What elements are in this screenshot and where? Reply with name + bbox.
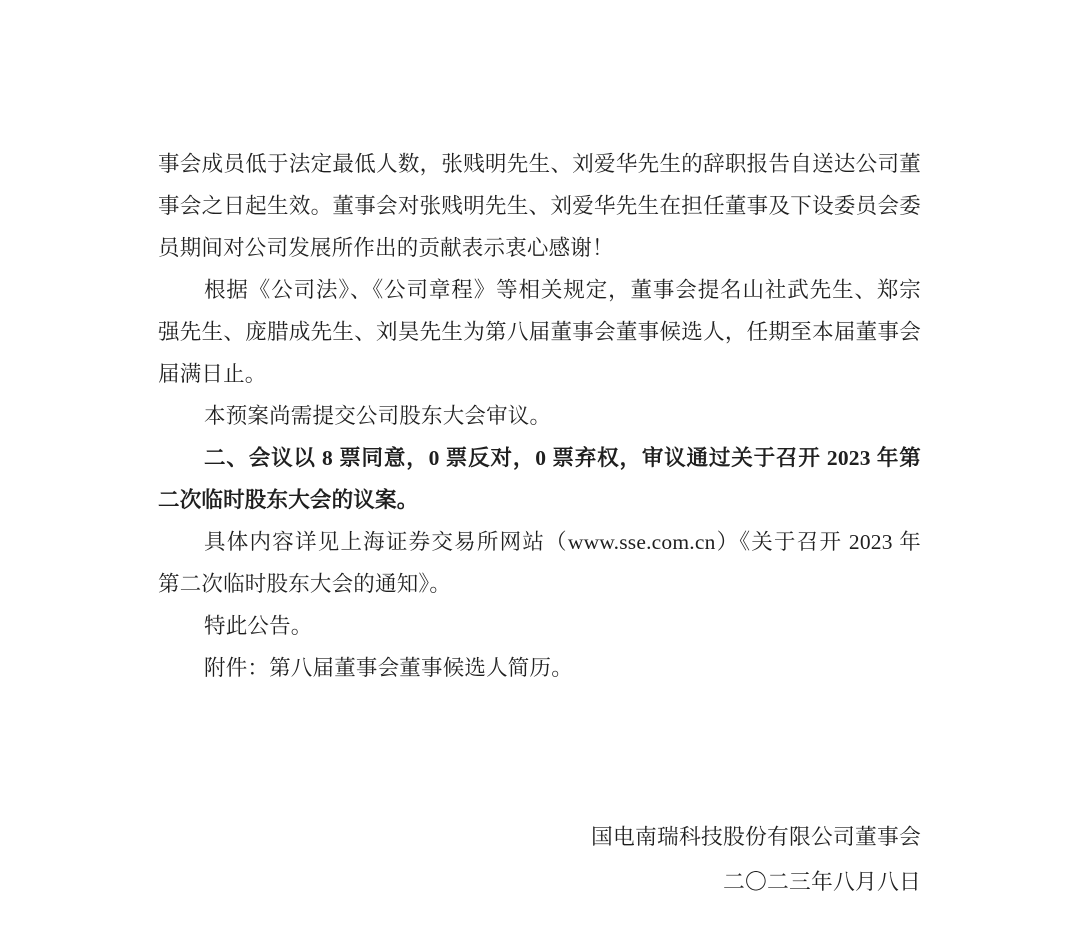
text-line: 届满日止。	[158, 362, 267, 386]
text-line: 二、会议以 8 票同意，0 票反对，0 票弃权，审议通过关于召开 2023 年第	[204, 446, 921, 470]
text-line: 特此公告。	[204, 614, 313, 638]
text-line: 本预案尚需提交公司股东大会审议。	[204, 404, 552, 428]
text-line: 二次临时股东大会的议案。	[158, 488, 419, 512]
signature-block	[591, 816, 921, 903]
text-line: 事会之日起生效。董事会对张贱明先生、刘爱华先生在担任董事及下设委员会委	[158, 194, 921, 218]
text-line: 员期间对公司发展所作出的贡献表示衷心感谢！	[158, 236, 614, 260]
text-line: 第二次临时股东大会的通知》。	[158, 572, 452, 596]
signature-company: 国电南瑞科技股份有限公司董事会	[591, 825, 921, 849]
text-line: 根据《公司法》、《公司章程》等相关规定，董事会提名山社武先生、郑宗	[204, 278, 921, 302]
document-body	[158, 143, 921, 689]
text-line: 强先生、庞腊成先生、刘昊先生为第八届董事会董事候选人，任期至本届董事会	[158, 320, 921, 344]
text-line: 事会成员低于法定最低人数，张贱明先生、刘爱华先生的辞职报告自送达公司董	[158, 152, 921, 176]
text-line: 具体内容详见上海证券交易所网站（www.sse.com.cn）《关于召开 2023 年	[204, 530, 921, 554]
signature-date: 二〇二三年八月八日	[723, 870, 921, 894]
text-line: 附件：第八届董事会董事候选人简历。	[204, 656, 573, 680]
